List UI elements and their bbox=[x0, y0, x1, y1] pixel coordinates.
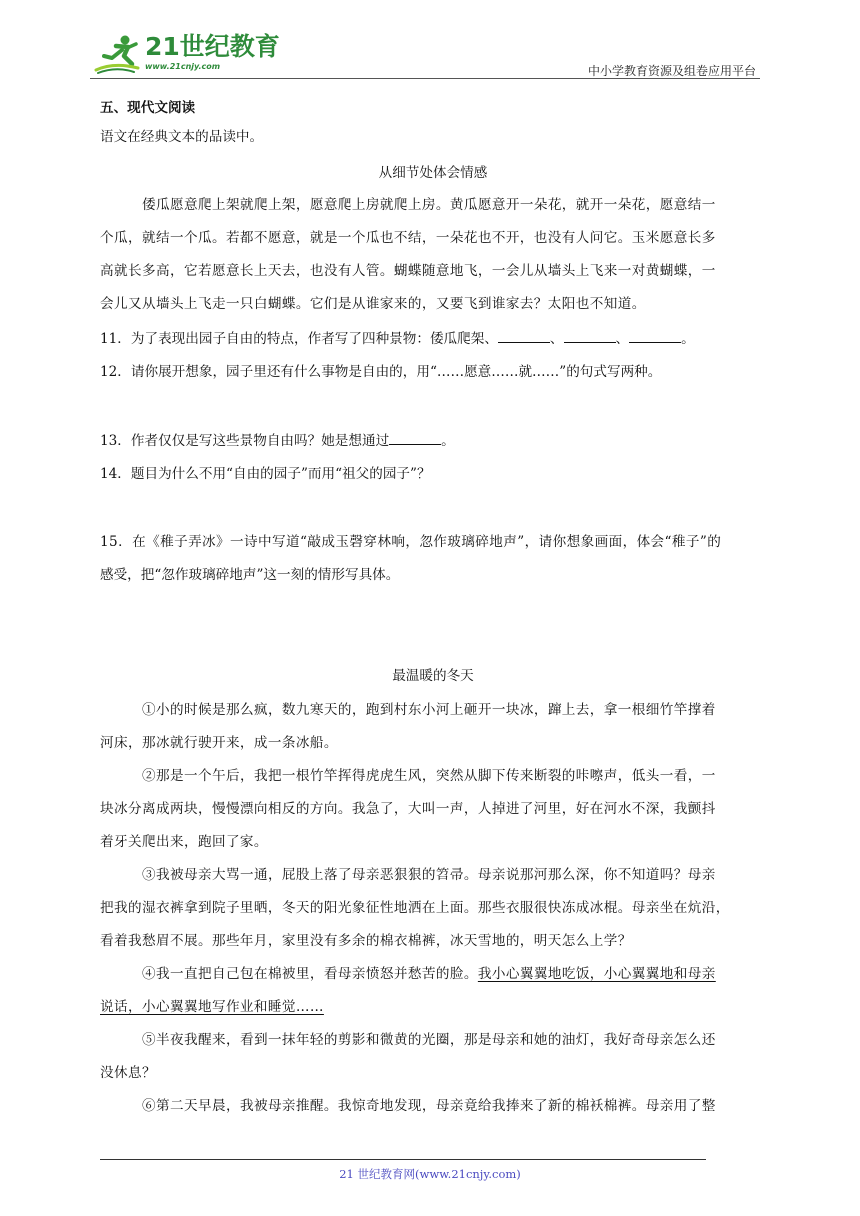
underlined-sentence: 说话，小心翼翼地写作业和睡觉…… bbox=[100, 999, 324, 1015]
question-13-end: 。 bbox=[441, 433, 455, 449]
passage2-line: ①小的时候是那么疯，数九寒天的，跑到村东小河上砸开一块冰，蹿上去，拿一根细竹竿撑着 bbox=[142, 702, 716, 718]
passage2-line bbox=[142, 964, 716, 984]
passage1-line: 个瓜，就结一个瓜。若都不愿意，就是一个瓜也不结，一朵花也不开，也没有人问它。玉米愿意长多 bbox=[100, 230, 716, 246]
question-14: 14．题目为什么不用“自由的园子”而用“祖父的园子”？ bbox=[100, 466, 431, 482]
site-logo bbox=[90, 28, 280, 80]
answer-blank[interactable] bbox=[564, 330, 616, 343]
passage2-line: 着牙关爬出来，跑回了家。 bbox=[100, 834, 268, 850]
passage2-title: 最温暖的冬天 bbox=[392, 668, 474, 684]
passage2-line: 看着我愁眉不展。那些年月，家里没有多余的棉衣棉裤，冰天雪地的，明天怎么上学？ bbox=[100, 933, 632, 949]
passage2-line: ②那是一个午后，我把一根竹竿挥得虎虎生风，突然从脚下传来断裂的咔嚓声，低头一看，一 bbox=[142, 768, 716, 784]
passage2-line: 把我的湿衣裤拿到院子里晒，冬天的阳光象征性地洒在上面。那些衣服很快冻成冰棍。母亲坐在炕沿， bbox=[100, 900, 730, 916]
question-13-text: 13．作者仅仅是写这些景物自由吗？她是想通过 bbox=[100, 433, 390, 449]
question-11-text: 11．为了表现出园子自由的特点，作者写了四种景物：倭瓜爬架、 bbox=[100, 331, 498, 347]
question-15-line: 15．在《稚子弄冰》一诗中写道“敲成玉磬穿林响，忽作玻璃碎地声”，请你想象画面，体会“稚子”的 bbox=[100, 534, 722, 550]
question-11-end: 。 bbox=[681, 331, 695, 347]
page-header bbox=[90, 28, 760, 80]
passage2-text: ④我一直把自己包在棉被里，看母亲愤怒并愁苦的脸。 bbox=[142, 966, 478, 982]
answer-blank[interactable] bbox=[629, 330, 681, 343]
question-11 bbox=[100, 329, 695, 349]
passage1-line: 高就长多高，它若愿意长上天去，也没有人管。蝴蝶随意地飞，一会儿从墙头上飞来一对黄蝴蝶，一 bbox=[100, 263, 716, 279]
passage1-line: 会儿又从墙头上飞走一只白蝴蝶。它们是从谁家来的，又要飞到谁家去？太阳也不知道。 bbox=[100, 296, 646, 312]
passage2-line: 块冰分离成两块，慢慢漂向相反的方向。我急了，大叫一声，人掉进了河里，好在河水不深，我颤抖 bbox=[100, 801, 716, 817]
question-11-sep: 、 bbox=[615, 331, 630, 347]
question-11-sep: 、 bbox=[549, 331, 564, 347]
footer-divider bbox=[100, 1159, 706, 1160]
section-heading: 五、现代文阅读 bbox=[100, 100, 196, 116]
underlined-sentence: 我小心翼翼地吃饭，小心翼翼地和母亲 bbox=[477, 966, 716, 982]
passage2-line: 河床，那冰就行驶开来，成一条冰船。 bbox=[100, 735, 338, 751]
platform-label: 中小学教育资源及组卷应用平台 bbox=[587, 64, 756, 78]
footer-link[interactable]: 21 世纪教育网(www.21cnjy.com) bbox=[339, 1167, 521, 1181]
passage1-title: 从细节处体会情感 bbox=[378, 165, 488, 181]
logo-url: www.21cnjy.com bbox=[145, 62, 221, 71]
runner-logo-icon bbox=[94, 34, 142, 74]
passage2-line: 没休息？ bbox=[100, 1065, 156, 1081]
question-12: 12．请你展开想象，园子里还有什么事物是自由的，用“……愿意……就……”的句式写两种。 bbox=[100, 364, 662, 380]
question-15-line: 感受，把“忽作玻璃碎地声”这一刻的情形写具体。 bbox=[100, 567, 400, 583]
section-intro: 语文在经典文本的品读中。 bbox=[100, 129, 264, 145]
answer-blank[interactable] bbox=[498, 330, 550, 343]
passage2-line: ③我被母亲大骂一通，屁股上落了母亲恶狠狠的笤帚。母亲说那河那么深，你不知道吗？母亲 bbox=[142, 867, 716, 883]
passage2-line: ⑥第二天早晨，我被母亲推醒。我惊奇地发现，母亲竟给我捧来了新的棉袄棉裤。母亲用了整 bbox=[142, 1098, 716, 1114]
answer-blank[interactable] bbox=[389, 432, 441, 445]
passage2-line: ⑤半夜我醒来，看到一抹年轻的剪影和微黄的光圈，那是母亲和她的油灯，我好奇母亲怎么还 bbox=[142, 1032, 716, 1048]
question-13 bbox=[100, 431, 455, 451]
passage1-line: 倭瓜愿意爬上架就爬上架，愿意爬上房就爬上房。黄瓜愿意开一朵花，就开一朵花，愿意结一 bbox=[142, 197, 716, 213]
logo-text: 21世纪教育 bbox=[145, 32, 280, 61]
header-divider bbox=[90, 78, 760, 79]
